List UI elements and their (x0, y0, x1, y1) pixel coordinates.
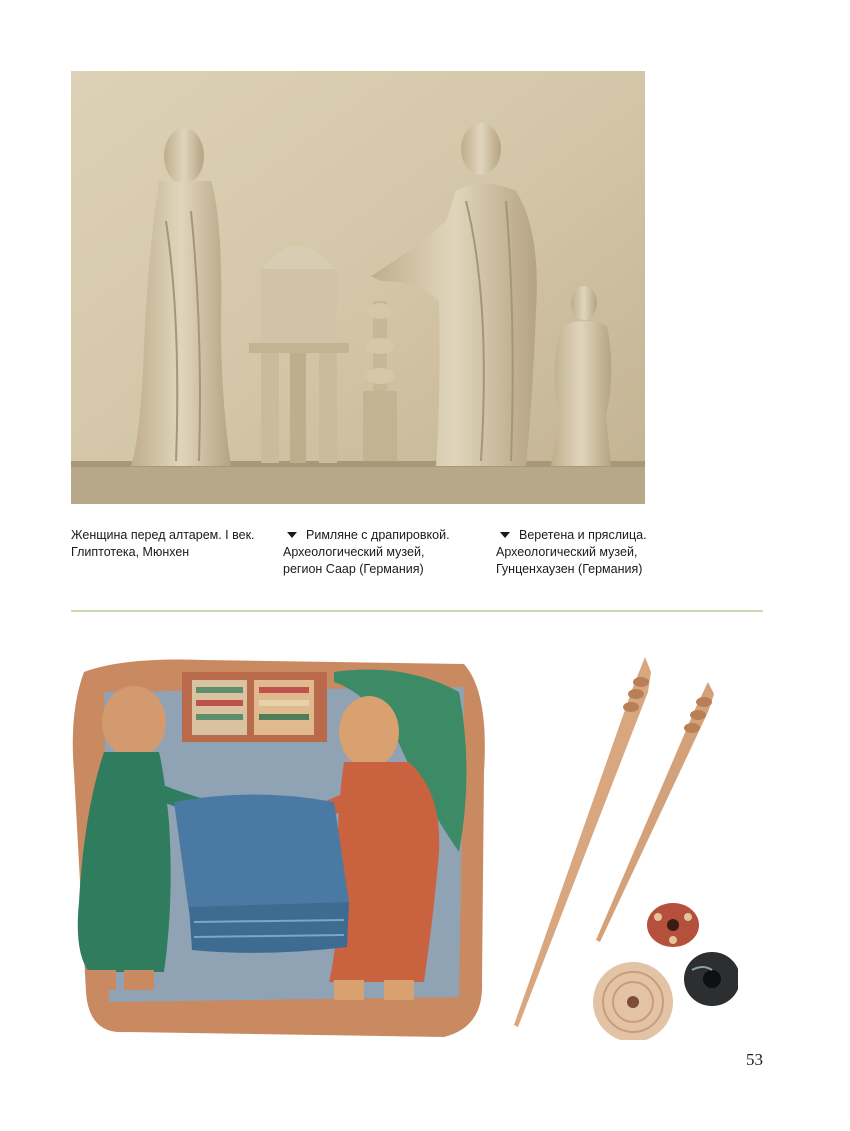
caption-relief-line1: Женщина перед алтарем. I век. (71, 528, 255, 542)
caption-relief (71, 527, 271, 561)
caption-spindles-line1: Веретена и пряслица. (519, 528, 647, 542)
caption-weavers-line2: Археологический музей, (283, 545, 425, 559)
relief-cabinet (182, 672, 327, 742)
caption-spindles-line3: Гунценхаузен (Германия) (496, 562, 643, 576)
caption-relief-line2: Глиптотека, Мюнхен (71, 545, 190, 559)
caption-weavers-line3: регион Саар (Германия) (283, 562, 424, 576)
caption-weavers-line1: Римляне с драпировкой. (306, 528, 450, 542)
page-number: 53 (746, 1050, 763, 1069)
marble-relief-photo (71, 71, 645, 504)
caption-weavers (283, 527, 483, 578)
painted-relief-photo (64, 652, 492, 1040)
relief-blue-cloth (174, 795, 349, 953)
relief-altar (249, 246, 349, 463)
whorl-bone (593, 962, 673, 1040)
section-divider (71, 610, 763, 612)
spindle-right (596, 682, 714, 942)
whorl-red (647, 903, 699, 947)
triangle-down-icon (287, 532, 297, 538)
triangle-down-icon (500, 532, 510, 538)
caption-spindles (496, 527, 696, 578)
whorl-dark (684, 952, 738, 1006)
spindles-and-whorls-photo (508, 652, 738, 1040)
caption-spindles-line2: Археологический музей, (496, 545, 638, 559)
